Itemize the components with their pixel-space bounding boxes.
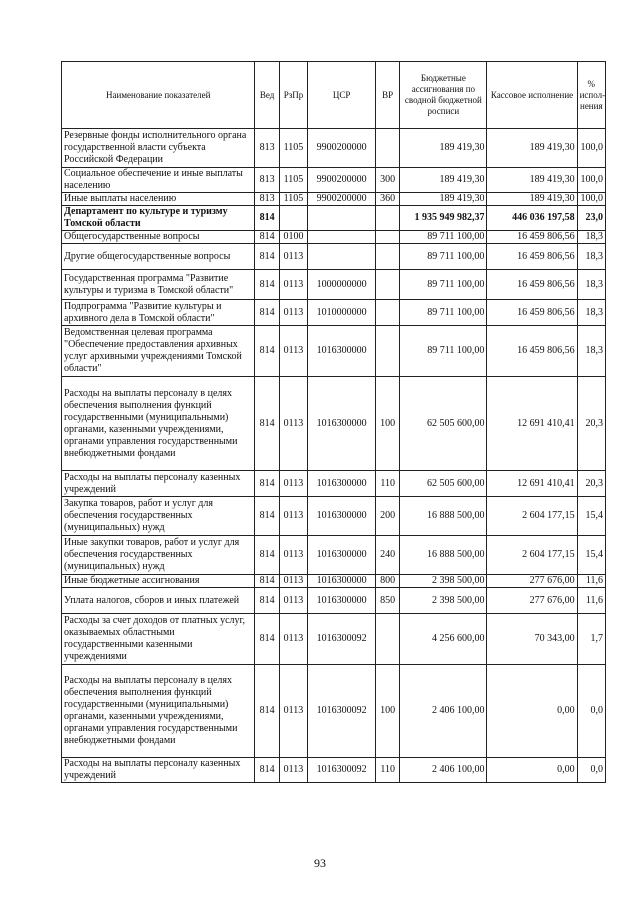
cell-csr: 1016300000 [308, 497, 376, 536]
table-row [62, 326, 606, 377]
cell-rzpr: 0113 [279, 536, 307, 575]
cell-percent: 18,3 [577, 231, 605, 244]
cell-cash: 16 459 806,56 [487, 326, 577, 377]
table-row [62, 270, 606, 300]
cell-vr [376, 614, 400, 665]
table-body [62, 129, 606, 783]
cell-plan: 189 419,30 [400, 193, 487, 206]
cell-vr: 100 [376, 665, 400, 758]
cell-vr: 850 [376, 588, 400, 614]
header-row [62, 62, 606, 129]
header-rzpr: РзПр [279, 62, 307, 129]
cell-csr: 1016300000 [308, 471, 376, 497]
table-row [62, 575, 606, 588]
cell-plan: 2 406 100,00 [400, 665, 487, 758]
cell-cash: 0,00 [487, 758, 577, 783]
cell-plan: 16 888 500,00 [400, 536, 487, 575]
cell-percent: 18,3 [577, 300, 605, 326]
header-plan: Бюджетные ассигнования по сводной бюджетной росписи [400, 62, 487, 129]
cell-percent: 18,3 [577, 244, 605, 270]
cell-csr: 1010000000 [308, 300, 376, 326]
cell-plan: 189 419,30 [400, 129, 487, 168]
cell-cash: 277 676,00 [487, 575, 577, 588]
cell-percent: 15,4 [577, 497, 605, 536]
table-row [62, 665, 606, 758]
cell-csr: 1016300000 [308, 588, 376, 614]
cell-rzpr: 0113 [279, 300, 307, 326]
cell-percent: 100,0 [577, 129, 605, 168]
cell-plan: 89 711 100,00 [400, 231, 487, 244]
cell-percent: 1,7 [577, 614, 605, 665]
cell-rzpr: 1105 [279, 193, 307, 206]
cell-csr: 1016300092 [308, 758, 376, 783]
cell-percent: 0,0 [577, 758, 605, 783]
cell-name: Иные бюджетные ассигнования [62, 575, 255, 588]
cell-csr: 9900200000 [308, 193, 376, 206]
cell-vr [376, 326, 400, 377]
cell-cash: 2 604 177,15 [487, 536, 577, 575]
table-row [62, 129, 606, 168]
cell-vr: 110 [376, 471, 400, 497]
cell-vr [376, 206, 400, 231]
cell-vr: 110 [376, 758, 400, 783]
cell-vr: 200 [376, 497, 400, 536]
cell-cash: 0,00 [487, 665, 577, 758]
cell-name: Расходы на выплаты персоналу казенных учреждений [62, 758, 255, 783]
cell-ved: 813 [255, 129, 279, 168]
cell-name: Расходы на выплаты персоналу в целях обеспечения выполнения функций государственными (муниципальными) органами, казенными учреждениями, органами управления государственными внебюджетными фондами [62, 665, 255, 758]
cell-ved: 814 [255, 536, 279, 575]
cell-csr [308, 206, 376, 231]
cell-rzpr: 0113 [279, 575, 307, 588]
cell-cash: 12 691 410,41 [487, 377, 577, 471]
header-percent: % испол-нения [577, 62, 605, 129]
table-row [62, 300, 606, 326]
cell-vr: 300 [376, 168, 400, 193]
table-row [62, 206, 606, 231]
cell-percent: 20,3 [577, 471, 605, 497]
cell-cash: 70 343,00 [487, 614, 577, 665]
cell-name: Расходы на выплаты персоналу казенных учреждений [62, 471, 255, 497]
cell-cash: 2 604 177,15 [487, 497, 577, 536]
cell-ved: 813 [255, 168, 279, 193]
cell-csr: 1016300092 [308, 665, 376, 758]
cell-rzpr: 0113 [279, 588, 307, 614]
cell-name: Ведомственная целевая программа "Обеспечение предоставления архивных услуг архивными учреждениями Томской области" [62, 326, 255, 377]
cell-plan: 2 398 500,00 [400, 588, 487, 614]
cell-rzpr: 0113 [279, 497, 307, 536]
cell-name: Департамент по культуре и туризму Томской области [62, 206, 255, 231]
cell-percent: 18,3 [577, 270, 605, 300]
cell-ved: 813 [255, 193, 279, 206]
cell-csr: 9900200000 [308, 168, 376, 193]
table-row [62, 536, 606, 575]
table-row [62, 231, 606, 244]
cell-plan: 189 419,30 [400, 168, 487, 193]
cell-vr [376, 300, 400, 326]
cell-ved: 814 [255, 206, 279, 231]
cell-plan: 89 711 100,00 [400, 270, 487, 300]
cell-csr: 1016300000 [308, 326, 376, 377]
table-row [62, 193, 606, 206]
table-row [62, 471, 606, 497]
cell-percent: 0,0 [577, 665, 605, 758]
cell-cash: 189 419,30 [487, 168, 577, 193]
cell-cash: 277 676,00 [487, 588, 577, 614]
cell-vr: 800 [376, 575, 400, 588]
cell-cash: 189 419,30 [487, 193, 577, 206]
table-row [62, 758, 606, 783]
cell-ved: 814 [255, 231, 279, 244]
cell-ved: 814 [255, 497, 279, 536]
cell-rzpr: 0113 [279, 326, 307, 377]
budget-execution-table [61, 61, 606, 783]
cell-plan: 62 505 600,00 [400, 377, 487, 471]
cell-plan: 4 256 600,00 [400, 614, 487, 665]
cell-csr: 1016300000 [308, 575, 376, 588]
table-row [62, 377, 606, 471]
cell-vr: 360 [376, 193, 400, 206]
cell-csr: 1016300092 [308, 614, 376, 665]
cell-rzpr: 1105 [279, 129, 307, 168]
cell-vr [376, 244, 400, 270]
cell-ved: 814 [255, 377, 279, 471]
cell-ved: 814 [255, 300, 279, 326]
cell-rzpr: 0113 [279, 758, 307, 783]
cell-name: Другие общегосударственные вопросы [62, 244, 255, 270]
header-name: Наименование показателей [62, 62, 255, 129]
cell-rzpr: 0113 [279, 614, 307, 665]
cell-rzpr: 0113 [279, 270, 307, 300]
table-row [62, 588, 606, 614]
cell-vr [376, 270, 400, 300]
table-row [62, 614, 606, 665]
cell-plan: 2 398 500,00 [400, 575, 487, 588]
cell-rzpr: 0113 [279, 244, 307, 270]
cell-percent: 100,0 [577, 168, 605, 193]
cell-plan: 16 888 500,00 [400, 497, 487, 536]
cell-percent: 11,6 [577, 575, 605, 588]
header-cash: Кассовое исполнение [487, 62, 577, 129]
table-row [62, 497, 606, 536]
cell-name: Общегосударственные вопросы [62, 231, 255, 244]
cell-plan: 89 711 100,00 [400, 244, 487, 270]
cell-csr: 9900200000 [308, 129, 376, 168]
cell-vr: 240 [376, 536, 400, 575]
cell-ved: 814 [255, 575, 279, 588]
cell-percent: 100,0 [577, 193, 605, 206]
cell-csr: 1000000000 [308, 270, 376, 300]
cell-ved: 814 [255, 471, 279, 497]
cell-rzpr: 0113 [279, 471, 307, 497]
cell-name: Подпрограмма "Развитие культуры и архивного дела в Томской области" [62, 300, 255, 326]
cell-ved: 814 [255, 588, 279, 614]
cell-percent: 11,6 [577, 588, 605, 614]
cell-percent: 23,0 [577, 206, 605, 231]
cell-name: Резервные фонды исполнительного органа государственной власти субъекта Российской Федерации [62, 129, 255, 168]
cell-cash: 446 036 197,58 [487, 206, 577, 231]
cell-percent: 15,4 [577, 536, 605, 575]
cell-ved: 814 [255, 758, 279, 783]
table-row [62, 168, 606, 193]
cell-name: Иные закупки товаров, работ и услуг для обеспечения государственных (муниципальных) нужд [62, 536, 255, 575]
table-row [62, 244, 606, 270]
cell-csr [308, 231, 376, 244]
cell-cash: 189 419,30 [487, 129, 577, 168]
cell-rzpr: 0113 [279, 377, 307, 471]
cell-cash: 16 459 806,56 [487, 270, 577, 300]
header-ved: Вед [255, 62, 279, 129]
header-csr: ЦСР [308, 62, 376, 129]
cell-ved: 814 [255, 665, 279, 758]
cell-csr: 1016300000 [308, 377, 376, 471]
cell-name: Закупка товаров, работ и услуг для обеспечения государственных (муниципальных) нужд [62, 497, 255, 536]
cell-name: Государственная программа "Развитие культуры и туризма в Томской области" [62, 270, 255, 300]
cell-cash: 16 459 806,56 [487, 300, 577, 326]
cell-plan: 89 711 100,00 [400, 326, 487, 377]
cell-cash: 16 459 806,56 [487, 231, 577, 244]
cell-rzpr: 1105 [279, 168, 307, 193]
cell-ved: 814 [255, 614, 279, 665]
cell-percent: 20,3 [577, 377, 605, 471]
cell-ved: 814 [255, 326, 279, 377]
cell-name: Расходы на выплаты персоналу в целях обеспечения выполнения функций государственными (муниципальными) органами, казенными учреждениями, органами управления государственными внебюджетными фондами [62, 377, 255, 471]
page-number: 93 [314, 856, 326, 870]
cell-cash: 12 691 410,41 [487, 471, 577, 497]
cell-rzpr: 0113 [279, 665, 307, 758]
cell-name: Иные выплаты населению [62, 193, 255, 206]
header-vr: ВР [376, 62, 400, 129]
cell-vr [376, 231, 400, 244]
cell-name: Социальное обеспечение и иные выплаты населению [62, 168, 255, 193]
cell-name: Расходы за счет доходов от платных услуг, оказываемых областными государственными казенными учреждениями [62, 614, 255, 665]
cell-rzpr [279, 206, 307, 231]
cell-ved: 814 [255, 244, 279, 270]
cell-percent: 18,3 [577, 326, 605, 377]
cell-plan: 62 505 600,00 [400, 471, 487, 497]
cell-csr [308, 244, 376, 270]
cell-cash: 16 459 806,56 [487, 244, 577, 270]
cell-vr: 100 [376, 377, 400, 471]
cell-csr: 1016300000 [308, 536, 376, 575]
cell-plan: 2 406 100,00 [400, 758, 487, 783]
cell-vr [376, 129, 400, 168]
cell-ved: 814 [255, 270, 279, 300]
cell-plan: 1 935 949 982,37 [400, 206, 487, 231]
cell-plan: 89 711 100,00 [400, 300, 487, 326]
cell-name: Уплата налогов, сборов и иных платежей [62, 588, 255, 614]
cell-rzpr: 0100 [279, 231, 307, 244]
